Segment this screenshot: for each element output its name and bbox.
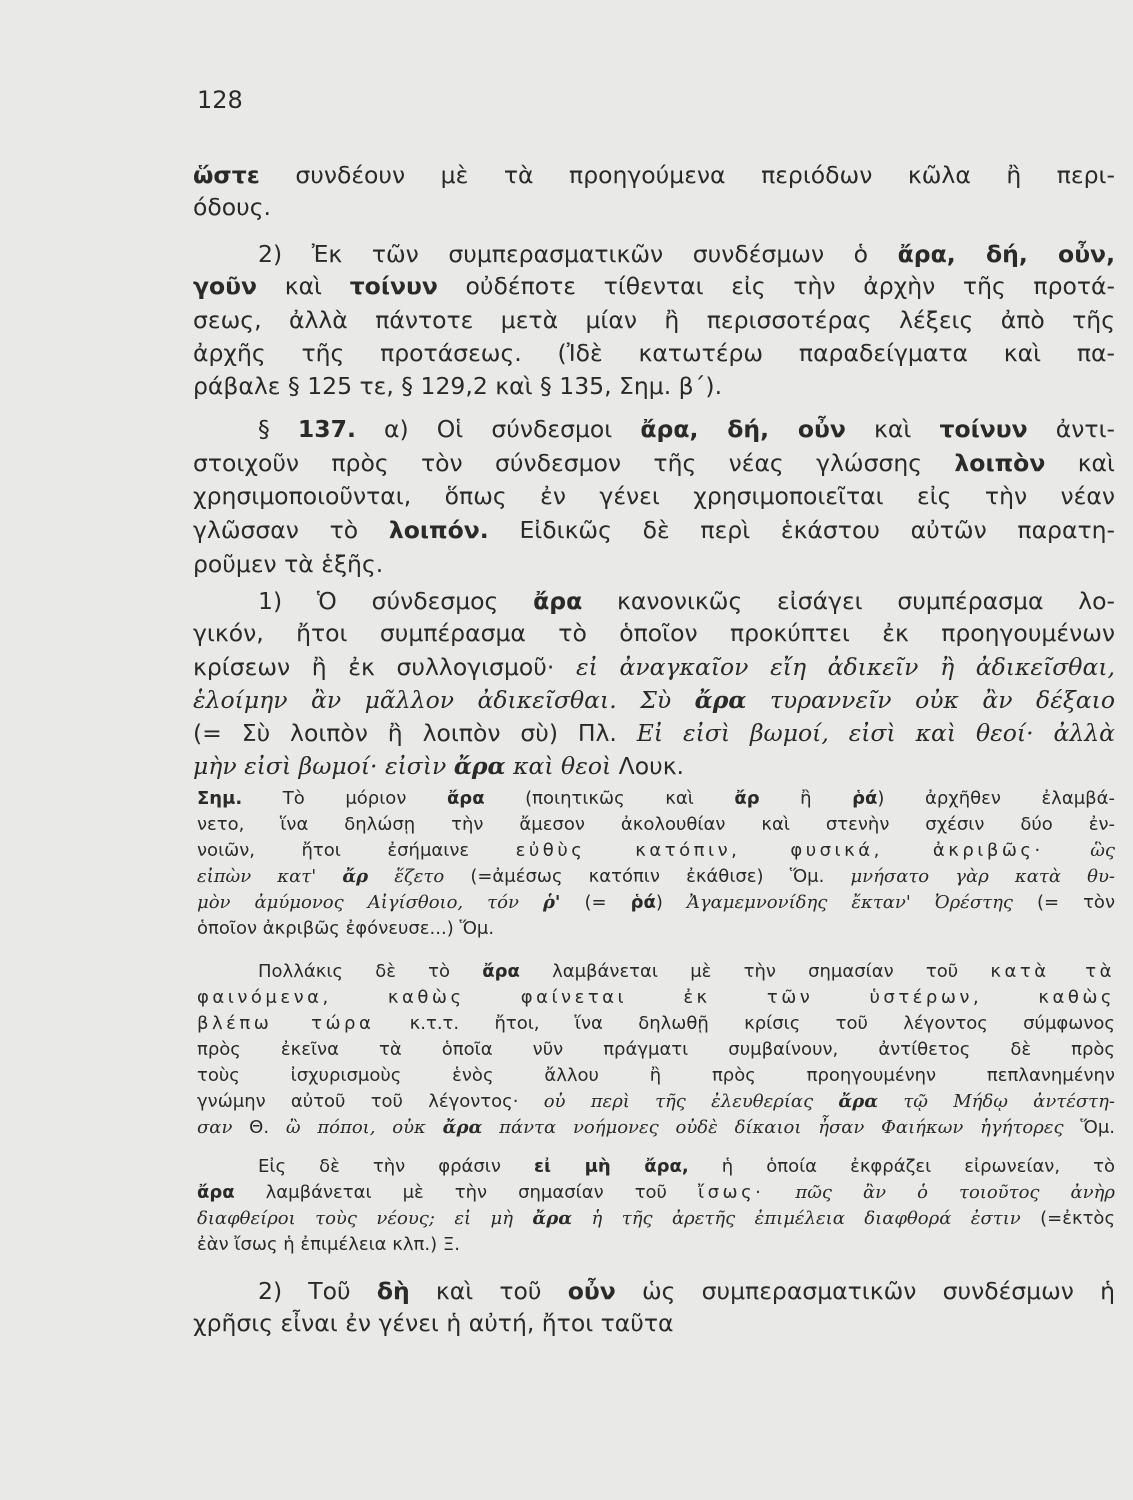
text-line: Σημ. Τὸ μόριον ἄρα (ποιητικῶς καὶ ἄρ ἢ ῥά) ἀρχῆθεν ἐλαμβά- [197, 788, 1115, 809]
text-line: ἀρχῆς τῆς προτάσεως. (Ἰδὲ κατωτέρω παραδείγματα καὶ πα- [193, 339, 1115, 367]
text-line: τοὺς ἰσχυρισμοὺς ἑνὸς ἄλλου ἢ πρὸς προηγουμένην πεπλανημένην [197, 1065, 1115, 1086]
text-line: ἑλοίμην ἂν μᾶλλον ἀδικεῖσθαι. Σὺ ἄρα τυραννεῖν οὐκ ἂν δέξαιο [193, 686, 1115, 714]
text-line: γικόν, ἤτοι συμπέρασμα τὸ ὁποῖον προκύπτει ἐκ προηγουμένων [193, 619, 1115, 647]
text-line: διαφθείροι τοὺς νέους; εἰ μὴ ἄρα ἡ τῆς ἀρετῆς ἐπιμέλεια διαφθορά ἐστιν (=ἐκτὸς [197, 1208, 1116, 1229]
text-line: χρησιμοποιοῦνται, ὅπως ἐν γένει χρησιμοποιεῖται εἰς τὴν νέαν [193, 482, 1115, 510]
text-line: 2) Τοῦ δὴ καὶ τοῦ οὖν ὡς συμπερασματικῶν συνδέσμων ἡ [258, 1277, 1116, 1305]
text-line: χρῆσις εἶναι ἐν γένει ἡ αὐτή, ἤτοι ταῦτα [193, 1309, 674, 1337]
text-line: ἄρα λαμβάνεται μὲ τὴν σημασίαν τοῦ ἴσως· πῶς ἂν ὁ τοιοῦτος ἀνὴρ [197, 1182, 1115, 1203]
text-line: φαινόμενα, καθὼς φαίνεται ἐκ τῶν ὑστέρων, καθὼς [197, 987, 1115, 1008]
page-number: 128 [197, 86, 243, 114]
text-line: ὁποῖον ἀκριβῶς ἐφόνευσε...) Ὅμ. [197, 918, 495, 939]
text-line: νοιῶν, ἤτοι ἐσήμαινε εὐθὺς κατόπιν, φυσικά, ἀκριβῶς· ὣς [197, 840, 1115, 861]
text-line: ροῦμεν τὰ ἑξῆς. [193, 550, 384, 578]
text-line: σεως, ἀλλὰ πάντοτε μετὰ μίαν ἢ περισσοτέρας λέξεις ἀπὸ τῆς [193, 306, 1115, 334]
text-line: μὸν ἀμύμονος Αἰγίσθοιο, τόν ῥ' (= ῥά) Ἀγαμεμνονίδης ἔκταν' Ὀρέστης (= τὸν [197, 892, 1115, 913]
text-line: βλέπω τώρα κ.τ.τ. ἤτοι, ἵνα δηλωθῇ κρίσις τοῦ λέγοντος σύμφωνος [197, 1013, 1115, 1034]
text-line: μὴν εἰσὶ βωμοί· εἰσὶν ἄρα καὶ θεοὶ Λουκ. [193, 752, 685, 780]
text-line: όδους. [193, 193, 271, 221]
text-line: εἰπὼν κατ' ἄρ ἕζετο (=ἀμέσως κατόπιν ἐκάθισε) Ὅμ. μνήσατο γὰρ κατὰ θυ- [197, 866, 1115, 887]
text-line: ἐὰν ἴσως ἡ ἐπιμέλεια κλπ.) Ξ. [197, 1234, 460, 1255]
text-line: κρίσεων ἢ ἐκ συλλογισμοῦ· εἰ ἀναγκαῖον εἴη ἀδικεῖν ἢ ἀδικεῖσθαι, [193, 653, 1116, 681]
text-line: γοῦν καὶ τοίνυν οὐδέποτε τίθενται εἰς τὴν ἀρχὴν τῆς προτά- [193, 272, 1115, 300]
text-line: γλῶσσαν τὸ λοιπόν. Εἰδικῶς δὲ περὶ ἑκάστου αὐτῶν παρατη- [193, 516, 1115, 544]
text-line: σαν Θ. ὢ πόποι, οὐκ ἄρα πάντα νοήμονες οὐδὲ δίκαιοι ἦσαν Φαιήκων ἡγήτορες Ὅμ. [197, 1117, 1116, 1138]
text-line: νετο, ἵνα δηλώσῃ τὴν ἄμεσον ἀκολουθίαν καὶ στενὴν σχέσιν δύο ἐν- [197, 814, 1115, 835]
text-line: ὥστε συνδέουν μὲ τὰ προηγούμενα περιόδων κῶλα ἢ περι- [193, 161, 1115, 189]
text-line: Εἰς δὲ τὴν φράσιν εἰ μὴ ἄρα, ἡ ὁποία ἐκφράζει εἰρωνείαν, τὸ [258, 1156, 1115, 1177]
text-line: (= Σὺ λοιπὸν ἢ λοιπὸν σὺ) Πλ. Εἰ εἰσὶ βωμοί, εἰσὶ καὶ θεοί· ἀλλὰ [193, 719, 1115, 747]
text-line: γνώμην αὐτοῦ τοῦ λέγοντος· οὐ περὶ τῆς ἐλευθερίας ἄρα τῷ Μήδῳ ἀντέστη- [197, 1091, 1115, 1112]
text-line: Πολλάκις δὲ τὸ ἄρα λαμβάνεται μὲ τὴν σημασίαν τοῦ κατὰ τὰ [258, 961, 1115, 982]
text-line: § 137. α) Οἱ σύνδεσμοι ἄρα, δή, οὖν καὶ τοίνυν ἀντι- [258, 415, 1115, 443]
text-line: 2) Ἐκ τῶν συμπερασματικῶν συνδέσμων ὁ ἄρα, δή, οὖν, [258, 240, 1115, 268]
text-line: ράβαλε § 125 τε, § 129,2 καὶ § 135, Σημ. β΄). [193, 372, 723, 400]
text-line: 1) Ὁ σύνδεσμος ἄρα κανονικῶς εἰσάγει συμπέρασμα λο- [258, 587, 1115, 615]
text-line: πρὸς ἐκεῖνα τὰ ὁποῖα νῦν πράγματι συμβαίνουν, ἀντίθετος δὲ πρὸς [197, 1039, 1115, 1060]
text-line: στοιχοῦν πρὸς τὸν σύνδεσμον τῆς νέας γλώσσης λοιπὸν καὶ [193, 449, 1115, 477]
